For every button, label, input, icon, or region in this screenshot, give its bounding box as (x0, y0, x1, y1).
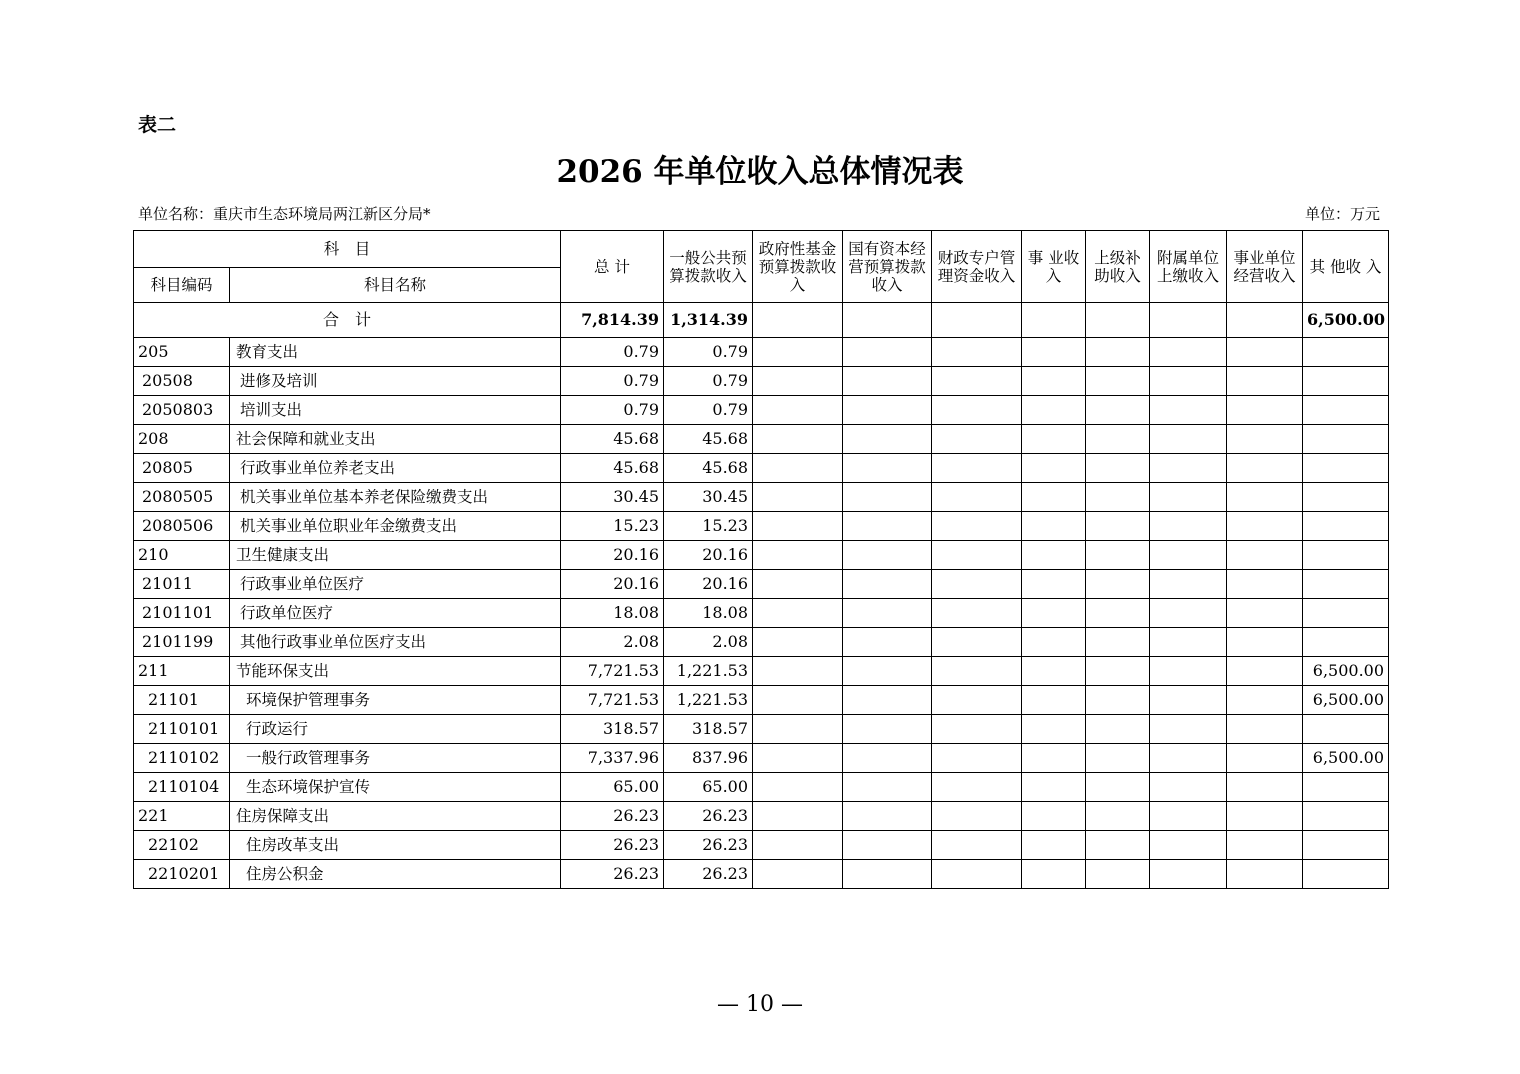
row-business (1022, 338, 1086, 367)
row-special-fund (932, 744, 1022, 773)
header-other: 其 他收 入 (1303, 231, 1389, 303)
row-affiliated (1150, 599, 1227, 628)
row-total: 30.45 (561, 483, 664, 512)
row-business-operation (1227, 657, 1303, 686)
row-total: 18.08 (561, 599, 664, 628)
header-total: 总 计 (561, 231, 664, 303)
row-state-capital (843, 802, 932, 831)
row-code: 210 (134, 541, 230, 570)
row-name: 行政运行 (230, 715, 561, 744)
row-other (1303, 599, 1389, 628)
row-state-capital (843, 657, 932, 686)
row-fund (753, 483, 843, 512)
row-name: 行政事业单位医疗 (230, 570, 561, 599)
row-fund (753, 512, 843, 541)
row-name: 机关事业单位职业年金缴费支出 (230, 512, 561, 541)
row-code: 2080505 (134, 483, 230, 512)
row-name: 机关事业单位基本养老保险缴费支出 (230, 483, 561, 512)
row-name: 社会保障和就业支出 (230, 425, 561, 454)
row-superior (1086, 512, 1150, 541)
row-superior (1086, 425, 1150, 454)
row-business-operation (1227, 425, 1303, 454)
row-total: 20.16 (561, 541, 664, 570)
row-special-fund (932, 860, 1022, 889)
table-row (134, 483, 1389, 512)
header-fund-budget: 政府性基金预算拨款收入 (753, 231, 843, 303)
row-code: 221 (134, 802, 230, 831)
table-row (134, 744, 1389, 773)
row-business (1022, 425, 1086, 454)
row-total: 45.68 (561, 425, 664, 454)
row-code: 211 (134, 657, 230, 686)
table-row (134, 686, 1389, 715)
row-business-operation (1227, 512, 1303, 541)
header-state-capital: 国有资本经营预算拨款收入 (843, 231, 932, 303)
total-business (1022, 303, 1086, 338)
row-superior (1086, 831, 1150, 860)
row-state-capital (843, 367, 932, 396)
row-general: 318.57 (664, 715, 753, 744)
row-superior (1086, 744, 1150, 773)
row-state-capital (843, 338, 932, 367)
row-total: 0.79 (561, 338, 664, 367)
total-row (134, 303, 1389, 338)
row-total: 318.57 (561, 715, 664, 744)
total-general: 1,314.39 (664, 303, 753, 338)
row-state-capital (843, 628, 932, 657)
row-total: 45.68 (561, 454, 664, 483)
row-business (1022, 802, 1086, 831)
row-general: 20.16 (664, 570, 753, 599)
row-business-operation (1227, 628, 1303, 657)
row-fund (753, 628, 843, 657)
row-special-fund (932, 483, 1022, 512)
row-business (1022, 744, 1086, 773)
row-general: 2.08 (664, 628, 753, 657)
row-code: 21101 (134, 686, 230, 715)
row-code: 2050803 (134, 396, 230, 425)
total-special-fund (932, 303, 1022, 338)
row-business-operation (1227, 744, 1303, 773)
row-special-fund (932, 570, 1022, 599)
total-state-capital (843, 303, 932, 338)
header-code: 科目编码 (134, 268, 230, 303)
row-business-operation (1227, 715, 1303, 744)
row-affiliated (1150, 541, 1227, 570)
row-affiliated (1150, 483, 1227, 512)
row-superior (1086, 454, 1150, 483)
row-code: 2110101 (134, 715, 230, 744)
row-fund (753, 657, 843, 686)
row-total: 65.00 (561, 773, 664, 802)
row-general: 1,221.53 (664, 657, 753, 686)
row-business-operation (1227, 686, 1303, 715)
row-business-operation (1227, 367, 1303, 396)
total-total: 7,814.39 (561, 303, 664, 338)
table-row (134, 396, 1389, 425)
row-affiliated (1150, 512, 1227, 541)
row-other: 6,500.00 (1303, 657, 1389, 686)
row-total: 0.79 (561, 396, 664, 425)
header-name: 科目名称 (230, 268, 561, 303)
row-state-capital (843, 686, 932, 715)
row-code: 2110102 (134, 744, 230, 773)
row-special-fund (932, 802, 1022, 831)
row-state-capital (843, 715, 932, 744)
table-row (134, 657, 1389, 686)
row-state-capital (843, 483, 932, 512)
row-total: 26.23 (561, 860, 664, 889)
row-general: 18.08 (664, 599, 753, 628)
row-state-capital (843, 860, 932, 889)
table-row (134, 570, 1389, 599)
row-other (1303, 338, 1389, 367)
row-fund (753, 802, 843, 831)
row-affiliated (1150, 367, 1227, 396)
row-business (1022, 860, 1086, 889)
row-code: 21011 (134, 570, 230, 599)
row-business-operation (1227, 483, 1303, 512)
row-state-capital (843, 831, 932, 860)
row-business-operation (1227, 454, 1303, 483)
table-row (134, 599, 1389, 628)
table-row (134, 715, 1389, 744)
row-business (1022, 686, 1086, 715)
row-special-fund (932, 628, 1022, 657)
row-total: 0.79 (561, 367, 664, 396)
row-affiliated (1150, 396, 1227, 425)
row-affiliated (1150, 657, 1227, 686)
row-code: 2101101 (134, 599, 230, 628)
table-row (134, 860, 1389, 889)
row-code: 205 (134, 338, 230, 367)
row-fund (753, 454, 843, 483)
row-business (1022, 396, 1086, 425)
row-business-operation (1227, 773, 1303, 802)
row-total: 7,337.96 (561, 744, 664, 773)
row-affiliated (1150, 338, 1227, 367)
row-state-capital (843, 396, 932, 425)
header-business: 事 业收 入 (1022, 231, 1086, 303)
row-fund (753, 396, 843, 425)
row-general: 1,221.53 (664, 686, 753, 715)
row-state-capital (843, 570, 932, 599)
row-name: 一般行政管理事务 (230, 744, 561, 773)
row-business (1022, 512, 1086, 541)
row-other: 6,500.00 (1303, 686, 1389, 715)
row-fund (753, 773, 843, 802)
row-other (1303, 628, 1389, 657)
row-general: 26.23 (664, 831, 753, 860)
row-code: 2101199 (134, 628, 230, 657)
row-superior (1086, 802, 1150, 831)
table-row (134, 773, 1389, 802)
row-business-operation (1227, 802, 1303, 831)
row-special-fund (932, 425, 1022, 454)
row-state-capital (843, 454, 932, 483)
row-affiliated (1150, 773, 1227, 802)
row-name: 环境保护管理事务 (230, 686, 561, 715)
row-code: 20508 (134, 367, 230, 396)
row-business (1022, 773, 1086, 802)
row-superior (1086, 860, 1150, 889)
row-name: 卫生健康支出 (230, 541, 561, 570)
table-row (134, 802, 1389, 831)
row-special-fund (932, 599, 1022, 628)
row-general: 837.96 (664, 744, 753, 773)
row-total: 20.16 (561, 570, 664, 599)
row-other (1303, 367, 1389, 396)
row-other (1303, 425, 1389, 454)
total-business-operation (1227, 303, 1303, 338)
row-state-capital (843, 599, 932, 628)
total-other: 6,500.00 (1303, 303, 1389, 338)
row-special-fund (932, 338, 1022, 367)
row-name: 节能环保支出 (230, 657, 561, 686)
row-code: 2110104 (134, 773, 230, 802)
row-special-fund (932, 541, 1022, 570)
row-other (1303, 512, 1389, 541)
row-other (1303, 454, 1389, 483)
row-fund (753, 338, 843, 367)
row-name: 培训支出 (230, 396, 561, 425)
row-name: 住房公积金 (230, 860, 561, 889)
row-general: 0.79 (664, 367, 753, 396)
unit-label: 单位：万元 (1304, 205, 1380, 223)
row-fund (753, 367, 843, 396)
row-fund (753, 744, 843, 773)
row-business (1022, 599, 1086, 628)
table-row (134, 425, 1389, 454)
row-general: 65.00 (664, 773, 753, 802)
row-code: 20805 (134, 454, 230, 483)
row-code: 2210201 (134, 860, 230, 889)
row-business-operation (1227, 599, 1303, 628)
table-row (134, 512, 1389, 541)
row-superior (1086, 773, 1150, 802)
row-fund (753, 425, 843, 454)
row-general: 45.68 (664, 454, 753, 483)
page-number: — 10 — (717, 992, 803, 1017)
row-fund (753, 599, 843, 628)
row-superior (1086, 483, 1150, 512)
row-state-capital (843, 773, 932, 802)
row-superior (1086, 570, 1150, 599)
row-other: 6,500.00 (1303, 744, 1389, 773)
row-code: 208 (134, 425, 230, 454)
row-fund (753, 686, 843, 715)
row-special-fund (932, 773, 1022, 802)
row-business (1022, 541, 1086, 570)
row-special-fund (932, 367, 1022, 396)
table-row (134, 628, 1389, 657)
row-affiliated (1150, 454, 1227, 483)
row-superior (1086, 338, 1150, 367)
row-fund (753, 831, 843, 860)
table-label: 表二 (138, 114, 177, 136)
table-row (134, 367, 1389, 396)
total-affiliated (1150, 303, 1227, 338)
row-state-capital (843, 744, 932, 773)
row-fund (753, 715, 843, 744)
row-other (1303, 860, 1389, 889)
row-business (1022, 657, 1086, 686)
row-special-fund (932, 831, 1022, 860)
row-business-operation (1227, 396, 1303, 425)
table-row (134, 831, 1389, 860)
row-total: 26.23 (561, 802, 664, 831)
row-superior (1086, 541, 1150, 570)
row-fund (753, 570, 843, 599)
page-title: 2026 年单位收入总体情况表 (556, 154, 964, 190)
header-subject: 科 目 (134, 231, 561, 268)
row-other (1303, 483, 1389, 512)
row-total: 7,721.53 (561, 686, 664, 715)
row-name: 其他行政事业单位医疗支出 (230, 628, 561, 657)
row-general: 45.68 (664, 425, 753, 454)
row-code: 2080506 (134, 512, 230, 541)
row-name: 行政单位医疗 (230, 599, 561, 628)
row-affiliated (1150, 425, 1227, 454)
total-superior (1086, 303, 1150, 338)
row-superior (1086, 657, 1150, 686)
row-other (1303, 570, 1389, 599)
row-other (1303, 773, 1389, 802)
row-affiliated (1150, 570, 1227, 599)
row-other (1303, 715, 1389, 744)
table-row (134, 541, 1389, 570)
row-affiliated (1150, 744, 1227, 773)
row-name: 教育支出 (230, 338, 561, 367)
row-business (1022, 454, 1086, 483)
row-affiliated (1150, 715, 1227, 744)
row-code: 22102 (134, 831, 230, 860)
total-label: 合 计 (134, 303, 561, 338)
row-name: 行政事业单位养老支出 (230, 454, 561, 483)
row-fund (753, 541, 843, 570)
row-general: 0.79 (664, 396, 753, 425)
row-business (1022, 367, 1086, 396)
row-fund (753, 860, 843, 889)
row-superior (1086, 367, 1150, 396)
row-business (1022, 831, 1086, 860)
row-superior (1086, 686, 1150, 715)
row-other (1303, 831, 1389, 860)
row-state-capital (843, 541, 932, 570)
row-special-fund (932, 454, 1022, 483)
row-state-capital (843, 512, 932, 541)
header-affiliated: 附属单位上缴收入 (1150, 231, 1227, 303)
row-general: 0.79 (664, 338, 753, 367)
row-business (1022, 483, 1086, 512)
row-affiliated (1150, 831, 1227, 860)
row-name: 住房改革支出 (230, 831, 561, 860)
header-special-fund: 财政专户管理资金收入 (932, 231, 1022, 303)
row-business (1022, 715, 1086, 744)
row-other (1303, 802, 1389, 831)
row-general: 26.23 (664, 802, 753, 831)
row-business-operation (1227, 860, 1303, 889)
row-total: 7,721.53 (561, 657, 664, 686)
row-name: 进修及培训 (230, 367, 561, 396)
row-affiliated (1150, 686, 1227, 715)
income-table (133, 230, 1389, 889)
row-affiliated (1150, 802, 1227, 831)
unit-name: 单位名称：重庆市生态环境局两江新区分局* (138, 205, 431, 223)
row-affiliated (1150, 860, 1227, 889)
row-business (1022, 570, 1086, 599)
row-general: 30.45 (664, 483, 753, 512)
row-business-operation (1227, 831, 1303, 860)
row-general: 20.16 (664, 541, 753, 570)
row-state-capital (843, 425, 932, 454)
row-superior (1086, 715, 1150, 744)
row-special-fund (932, 512, 1022, 541)
row-total: 26.23 (561, 831, 664, 860)
row-general: 15.23 (664, 512, 753, 541)
row-business-operation (1227, 570, 1303, 599)
row-other (1303, 541, 1389, 570)
header-general-budget: 一般公共预算拨款收入 (664, 231, 753, 303)
row-total: 15.23 (561, 512, 664, 541)
row-affiliated (1150, 628, 1227, 657)
row-other (1303, 396, 1389, 425)
row-special-fund (932, 686, 1022, 715)
total-fund (753, 303, 843, 338)
table-row (134, 338, 1389, 367)
row-total: 2.08 (561, 628, 664, 657)
row-superior (1086, 396, 1150, 425)
table-row (134, 454, 1389, 483)
row-business (1022, 628, 1086, 657)
row-business-operation (1227, 541, 1303, 570)
row-special-fund (932, 715, 1022, 744)
row-name: 生态环境保护宣传 (230, 773, 561, 802)
row-special-fund (932, 657, 1022, 686)
row-business-operation (1227, 338, 1303, 367)
row-name: 住房保障支出 (230, 802, 561, 831)
row-general: 26.23 (664, 860, 753, 889)
header-superior-subsidy: 上级补助收入 (1086, 231, 1150, 303)
row-special-fund (932, 396, 1022, 425)
row-superior (1086, 599, 1150, 628)
header-business-operation: 事业单位经营收入 (1227, 231, 1303, 303)
row-superior (1086, 628, 1150, 657)
